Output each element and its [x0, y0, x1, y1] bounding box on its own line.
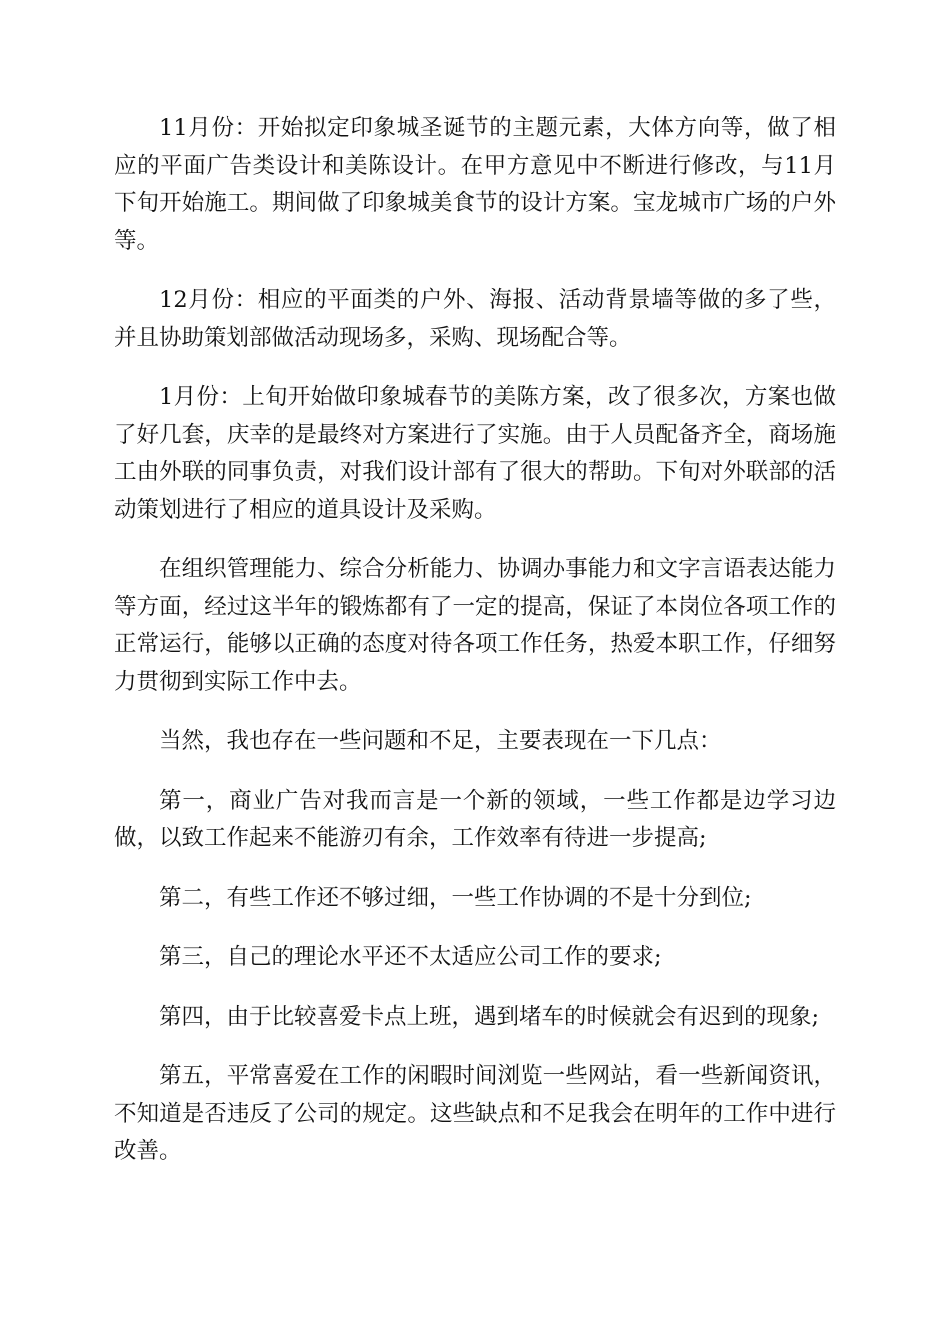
paragraph-december: 12月份：相应的平面类的户外、海报、活动背景墙等做的多了些，并且协助策划部做活动现场多，采购、现场配合等。: [114, 287, 836, 351]
paragraph-point-five: 第五，平常喜爱在工作的闲暇时间浏览一些网站，看一些新闻资讯，不知道是否违反了公司的规定。这些缺点和不足我会在明年的工作中进行改善。: [114, 1063, 836, 1164]
paragraph-point-three: 第三，自己的理论水平还不太适应公司工作的要求;: [159, 944, 662, 970]
document-body: [114, 110, 836, 1171]
paragraph-january: 1月份：上旬开始做印象城春节的美陈方案，改了很多次，方案也做了好几套，庆幸的是最终对方案进行了实施。由于人员配备齐全，商场施工由外联的同事负责，对我们设计部有了很大的帮助。下旬对外联部的活动策划进行了相应的道具设计及采购。: [114, 384, 836, 523]
paragraph-point-one: 第一，商业广告对我而言是一个新的领域，一些工作都是边学习边做，以致工作起来不能游刃有余，工作效率有待进一步提高;: [114, 787, 836, 851]
paragraph-point-two: 第二，有些工作还不够过细，一些工作协调的不是十分到位;: [159, 884, 752, 911]
paragraph-shortcomings-intro: 当然，我也存在一些问题和不足，主要表现在一下几点：: [159, 728, 722, 754]
paragraph-point-four: 第四，由于比较喜爱卡点上班，遇到堵车的时候就会有迟到的现象;: [159, 1003, 820, 1030]
paragraph-november: 11月份：开始拟定印象城圣诞节的主题元素，大体方向等，做了相应的平面广告类设计和美陈设计。在甲方意见中不断进行修改，与11月下旬开始施工。期间做了印象城美食节的设计方案。宝龙城市广场的户外等。: [114, 115, 836, 254]
paragraph-abilities: 在组织管理能力、综合分析能力、协调办事能力和文字言语表达能力等方面，经过这半年的锻炼都有了一定的提高，保证了本岗位各项工作的正常运行，能够以正确的态度对待各项工作任务，热爱本职工作，仔细努力贯彻到实际工作中去。: [114, 556, 836, 695]
